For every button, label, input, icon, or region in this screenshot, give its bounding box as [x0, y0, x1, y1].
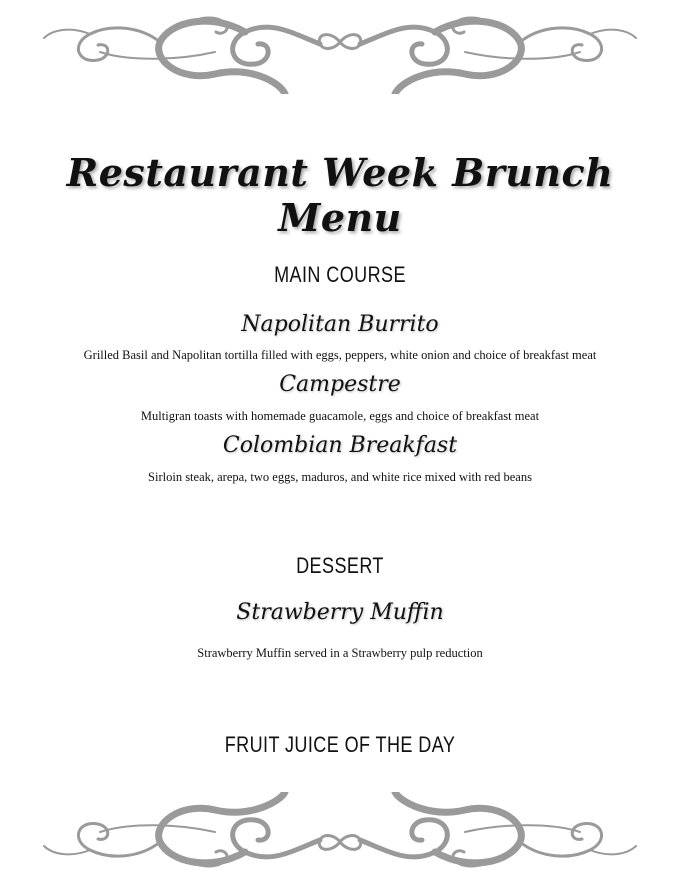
- top-scroll-ornament: [40, 12, 640, 94]
- menu-title: Restaurant Week Brunch Menu: [66, 150, 614, 240]
- item-desc-napolitan-burrito: Grilled Basil and Napolitan tortilla filled with eggs, peppers, white onion and choice of breakfast meat: [83, 348, 597, 362]
- fruit-juice-heading: FRUIT JUICE OF THE DAY: [224, 732, 456, 757]
- item-name-napolitan-burrito: Napolitan Burrito: [241, 312, 439, 337]
- item-desc-colombian-breakfast: Sirloin steak, arepa, two eggs, maduros, and white rice mixed with red beans: [148, 470, 532, 484]
- item-name-colombian-breakfast: Colombian Breakfast: [222, 433, 458, 458]
- dessert-heading: DESSERT: [296, 553, 384, 578]
- main-course-heading: MAIN COURSE: [274, 262, 406, 287]
- bottom-scroll-ornament: [40, 792, 640, 872]
- item-desc-campestre: Multigran toasts with homemade guacamole, eggs and choice of breakfast meat: [140, 409, 540, 423]
- item-desc-strawberry-muffin: Strawberry Muffin served in a Strawberry pulp reduction: [197, 646, 483, 660]
- item-name-strawberry-muffin: Strawberry Muffin: [236, 600, 444, 625]
- item-name-campestre: Campestre: [279, 372, 401, 397]
